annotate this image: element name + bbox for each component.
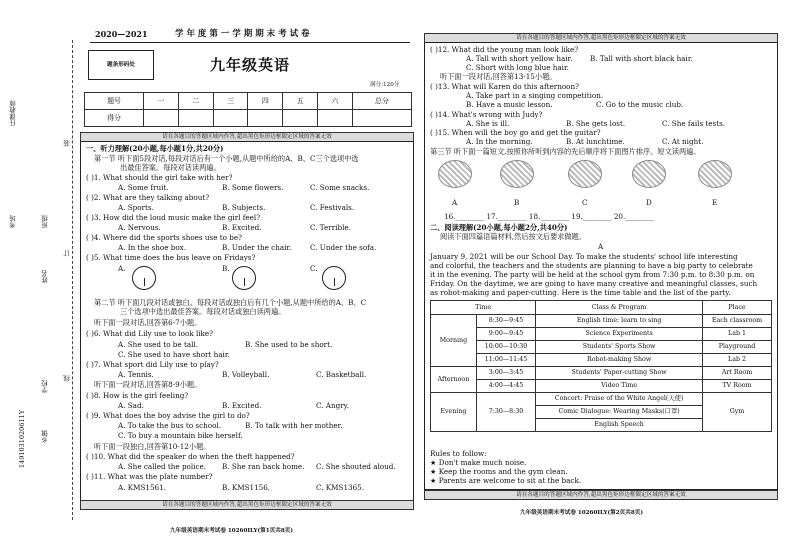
picture-label-e: E xyxy=(712,198,718,207)
table-cell: Lab 2 xyxy=(703,354,772,367)
q11-option-b[interactable]: B. KMS1156. xyxy=(222,483,271,492)
q9-option-a[interactable]: A. To take the bus to school. xyxy=(118,421,222,430)
part2-instruction: 第二节 听下面几段对话或独白。每段对话或独白后有几个小题,从题中所给的A、B、C xyxy=(94,298,367,307)
q2-option-b[interactable]: B. Subjects. xyxy=(222,203,266,212)
side-label-school: 学校 xyxy=(41,380,49,393)
question-6[interactable]: ( )6. What did Lily use to look like? xyxy=(86,329,214,338)
side-label-seal: 装 xyxy=(63,140,71,147)
q8-option-c[interactable]: C. Angry. xyxy=(316,401,350,410)
table-cell: English Speech xyxy=(536,419,703,432)
q10-option-a[interactable]: A. She called the police. xyxy=(118,462,207,471)
question-10[interactable]: ( )10. What did the speaker do when the theft happened? xyxy=(86,452,295,461)
table-cell: Comic Dialogue: Wearing Masks(口罩) xyxy=(536,406,703,419)
side-label-line: 线 xyxy=(63,375,71,382)
passage-line: Friday. On the daytime, we are going to have many creative and meaningful classes, such xyxy=(430,279,758,288)
passage-line: and colorful, the teachers and the students are planning to have a big party to celebrate xyxy=(430,261,753,270)
table-cell: Robot-making Show xyxy=(536,354,703,367)
picture-e xyxy=(698,160,732,188)
table-cell: Students' Sports Show xyxy=(536,341,703,354)
picture-label-b: B xyxy=(514,198,520,207)
passage-line: January 9, 2021 will be our School Day. To make the students' school life interesting xyxy=(430,252,738,261)
q3-option-b[interactable]: B. Excited. xyxy=(222,223,262,232)
evening-place: Gym xyxy=(703,393,772,432)
subject-title: 九年级英语 xyxy=(210,56,291,74)
q14-option-c[interactable]: C. She fails tests. xyxy=(662,119,726,128)
reading-instruction: 阅读下面四篇语篇材料,然后按文后要求做题。 xyxy=(440,232,587,241)
col-header-place: Place xyxy=(703,301,772,315)
question-4[interactable]: ( )4. Where did the sports shoes use to be? xyxy=(86,233,242,242)
rule-item: ★ Keep the rooms and the gym clean. xyxy=(430,467,568,476)
q11-option-c[interactable]: C. KMS1365. xyxy=(316,483,365,492)
picture-c xyxy=(568,160,602,188)
clock-icon-b xyxy=(232,266,256,290)
q8-option-a[interactable]: A. Sad. xyxy=(118,401,144,410)
clock-icon-a xyxy=(132,266,156,290)
q10-option-b[interactable]: B. She ran back home. xyxy=(222,462,305,471)
table-cell: 3:00—3:45 xyxy=(476,367,535,380)
q12-option-a[interactable]: A. Tall with short yellow hair. xyxy=(466,54,573,63)
score-header: 五 xyxy=(283,93,318,110)
q15-option-c[interactable]: C. At night. xyxy=(662,137,704,146)
q4-option-b[interactable]: B. Under the chair. xyxy=(222,243,292,252)
q6-option-b[interactable]: B. She used to be short. xyxy=(245,340,333,349)
q14-option-a[interactable]: A. She is ill. xyxy=(466,119,510,128)
score-header: 总分 xyxy=(352,93,411,110)
table-cell: Science Experiments xyxy=(536,328,703,341)
picture-b xyxy=(500,160,534,188)
q7-option-b[interactable]: B. Volleyball. xyxy=(222,370,270,379)
q5-option-a[interactable]: A. xyxy=(118,264,126,273)
question-8[interactable]: ( )8. How is the girl feeling? xyxy=(86,391,189,400)
score-header: 四 xyxy=(248,93,283,110)
col-header-program: Class & Program xyxy=(536,301,703,315)
score-header: 三 xyxy=(213,93,248,110)
table-cell: Video Time xyxy=(536,380,703,393)
question-14[interactable]: ( )14. What's wrong with Judy? xyxy=(430,110,543,119)
order-blanks[interactable]: 16.________ 17.________ 18.________ 19.________ 20.________ xyxy=(444,212,655,221)
serial-number: 1491031020611Y xyxy=(18,410,26,469)
listen-instruction-13-15: 听下面一段对话,回答第13-15小题。 xyxy=(440,72,557,81)
score-cell[interactable] xyxy=(144,110,179,127)
period-morning: Morning xyxy=(431,315,477,367)
q13-option-b[interactable]: B. Have a music lesson. xyxy=(466,100,553,109)
rule-item: ★ Parents are welcome to sit at the back. xyxy=(430,476,582,485)
seal-notice-top: 请在各题目的答题区域内作答,超出黑色矩形边框限定区域的答案无效 xyxy=(80,132,414,142)
title-rule xyxy=(90,42,410,43)
listen-instruction-6-7: 听下面一段对话,回答第6-7小题。 xyxy=(94,318,202,327)
side-label-teacher: 任课教师 xyxy=(9,100,17,126)
passage-line: as robot-making and paper-cutting. Here is the time table and the list of the party. xyxy=(430,288,731,297)
table-cell: 8:30—9:45 xyxy=(476,315,535,328)
picture-d xyxy=(632,160,666,188)
q4-option-c[interactable]: C. Under the sofa. xyxy=(310,243,377,252)
picture-a xyxy=(438,160,472,188)
score-cell[interactable] xyxy=(178,110,213,127)
q6-option-a[interactable]: A. She used to be tall. xyxy=(118,340,199,349)
barcode-stamp: 题条形码处 xyxy=(88,50,154,80)
section-reading: 二、阅读理解(20小题,每小题2分,共40分) xyxy=(430,223,568,232)
footer-left: 九年级英语期末考试卷 10260ILY(第1页共8页) xyxy=(170,528,293,534)
score-header: 一 xyxy=(144,93,179,110)
q15-option-b[interactable]: B. At lunchtime. xyxy=(566,137,625,146)
side-label-bind: 订 xyxy=(63,250,71,257)
question-2[interactable]: ( )2. What are they talking about? xyxy=(86,193,210,202)
q15-option-a[interactable]: A. In the morning. xyxy=(466,137,533,146)
seal-notice-right-bottom: 请在各题目的答题区域内作答,超出黑色矩形边框限定区域的答案无效 xyxy=(424,490,778,500)
table-cell: Playground xyxy=(703,341,772,354)
table-cell: Concert: Praise of the White Angel(天使) xyxy=(536,393,703,406)
q3-option-a[interactable]: A. Nervous. xyxy=(118,223,161,232)
q10-option-c[interactable]: C. She shouted aloud. xyxy=(316,462,396,471)
table-cell: 11:00—11:45 xyxy=(476,354,535,367)
q6-option-c[interactable]: C. She used to have short hair. xyxy=(118,350,230,359)
q13-option-c[interactable]: C. Go to the music club. xyxy=(596,100,684,109)
table-cell: English time: learn to sing xyxy=(536,315,703,328)
clock-icon-c xyxy=(322,266,346,290)
schedule-table xyxy=(430,300,772,432)
picture-label-a: A xyxy=(452,198,458,207)
table-cell: Students' Paper-cutting Show xyxy=(536,367,703,380)
seal-notice-right-top: 请在各题目的答题区域内作答,超出黑色矩形边框限定区域的答案无效 xyxy=(424,33,778,43)
q4-option-a[interactable]: A. In the shoe box. xyxy=(118,243,187,252)
q5-option-c[interactable]: C. xyxy=(310,264,318,273)
passage-label: A xyxy=(598,242,604,251)
q11-option-a[interactable]: A. KMS1561. xyxy=(118,483,166,492)
q9-option-b[interactable]: B. To talk with her mother. xyxy=(245,421,343,430)
table-cell: 10:00—10:30 xyxy=(476,341,535,354)
question-9[interactable]: ( )9. What does the boy advise the girl to do? xyxy=(86,411,250,420)
score-header: 六 xyxy=(318,93,353,110)
part2-instruction-2: 三个选项中选出最佳答案。每段对话或独白读两遍。 xyxy=(120,307,286,316)
part3-instruction: 第三节 听下面一篇短文,按照你所听到内容的先后顺序将下面图片排序。短文读两遍。 xyxy=(430,147,701,156)
question-3[interactable]: ( )3. How did the loud music make the girl feel? xyxy=(86,213,261,222)
question-11[interactable]: ( )11. What was the plate number? xyxy=(86,472,213,481)
question-15[interactable]: ( )15. When will the boy go and get the guitar? xyxy=(430,128,601,137)
table-cell: 9:00—9:45 xyxy=(476,328,535,341)
score-cell[interactable] xyxy=(318,110,353,127)
q2-option-a[interactable]: A. Sports. xyxy=(118,203,154,212)
rules-heading: Rules to follow: xyxy=(430,449,487,458)
table-cell: TV Room xyxy=(703,380,772,393)
table-cell: Art Room xyxy=(703,367,772,380)
score-table xyxy=(84,92,412,127)
q9-option-c[interactable]: C. To buy a mountain bike herself. xyxy=(118,431,243,440)
score-row-label: 得分 xyxy=(85,110,144,127)
score-cell[interactable] xyxy=(352,110,411,127)
picture-label-c: C xyxy=(582,198,588,207)
q13-option-a[interactable]: A. Take part in a singing competition. xyxy=(466,91,604,100)
q7-option-a[interactable]: A. Tennis. xyxy=(118,370,154,379)
q12-option-c[interactable]: C. Short with long blue hair. xyxy=(466,63,569,72)
passage-line: it in the evening. The party will be held at the school gym from 7:30 p.m. to 8:30 p.m. on xyxy=(430,270,755,279)
exam-title: 学 年 度 第 一 学 期 期 末 考 试 卷 xyxy=(175,29,310,39)
side-label-class: 班级 xyxy=(41,215,49,228)
q1-option-a[interactable]: A. Some fruit. xyxy=(118,183,169,192)
side-label-room: 考场 xyxy=(9,215,17,228)
listen-instruction-10-12: 听下面一段独白,回答第10-12小题。 xyxy=(94,442,211,451)
q2-option-c[interactable]: C. Festivals. xyxy=(310,203,355,212)
picture-label-d: D xyxy=(646,198,652,207)
full-score: 满分:120分 xyxy=(370,82,400,88)
question-1[interactable]: ( )1. What should the girl take with her? xyxy=(86,173,233,182)
evening-time: 7:30—8:30 xyxy=(476,393,535,432)
score-header: 二 xyxy=(178,93,213,110)
q8-option-b[interactable]: B. Excited. xyxy=(222,401,262,410)
part1-instruction-2: 出最佳答案。每段对话读两遍。 xyxy=(120,163,221,172)
footer-right: 九年级英语期末考试卷 10260ILY(第2页共8页) xyxy=(520,510,643,516)
score-cell[interactable] xyxy=(283,110,318,127)
part1-instruction: 第一节 听下面5段对话,每段对话后有一个小题,从题中所给的A、B、C三个选项中选 xyxy=(94,154,359,163)
table-cell: Each classroom xyxy=(703,315,772,328)
table-cell: 4:00—4:45 xyxy=(476,380,535,393)
table-cell: Lab 1 xyxy=(703,328,772,341)
q3-option-c[interactable]: C. Terrible. xyxy=(310,223,351,232)
question-12[interactable]: ( )12. What did the young man look like? xyxy=(430,45,579,54)
period-evening: Evening xyxy=(431,393,477,432)
rule-item: ★ Don't make much noise. xyxy=(430,458,527,467)
section-listening: 一、听力理解(20小题,每小题1分,共20分) xyxy=(86,144,224,153)
q12-option-b[interactable]: B. Tall with short black hair. xyxy=(590,54,693,63)
q1-option-b[interactable]: B. Some flowers. xyxy=(222,183,284,192)
q7-option-c[interactable]: C. Basketball. xyxy=(316,370,367,379)
q1-option-c[interactable]: C. Some snacks. xyxy=(310,183,370,192)
exam-year: 2020—2021 xyxy=(95,29,148,39)
score-header: 题号 xyxy=(85,93,144,110)
seal-notice-bottom: 请在各题目的答题区域内作答,超出黑色矩形边框限定区域的答案无效 xyxy=(80,500,414,510)
question-5[interactable]: ( )5. What time does the bus leave on Fridays? xyxy=(86,253,256,262)
q5-option-b[interactable]: B. xyxy=(222,264,230,273)
side-label-name: 姓名 xyxy=(41,270,49,283)
listen-instruction-8-9: 听下面一段对话,回答第8-9小题。 xyxy=(94,380,202,389)
score-cell[interactable] xyxy=(248,110,283,127)
period-afternoon: Afternoon xyxy=(431,367,477,393)
q14-option-b[interactable]: B. She gets lost. xyxy=(566,119,626,128)
score-cell[interactable] xyxy=(213,110,248,127)
col-header-time: Time xyxy=(431,301,536,315)
question-13[interactable]: ( )13. What will Karen do this afternoon? xyxy=(430,82,579,91)
question-7[interactable]: ( )7. What sport did Lily use to play? xyxy=(86,360,219,369)
binding-line xyxy=(72,40,73,520)
side-label-town: 乡镇 xyxy=(41,430,49,443)
